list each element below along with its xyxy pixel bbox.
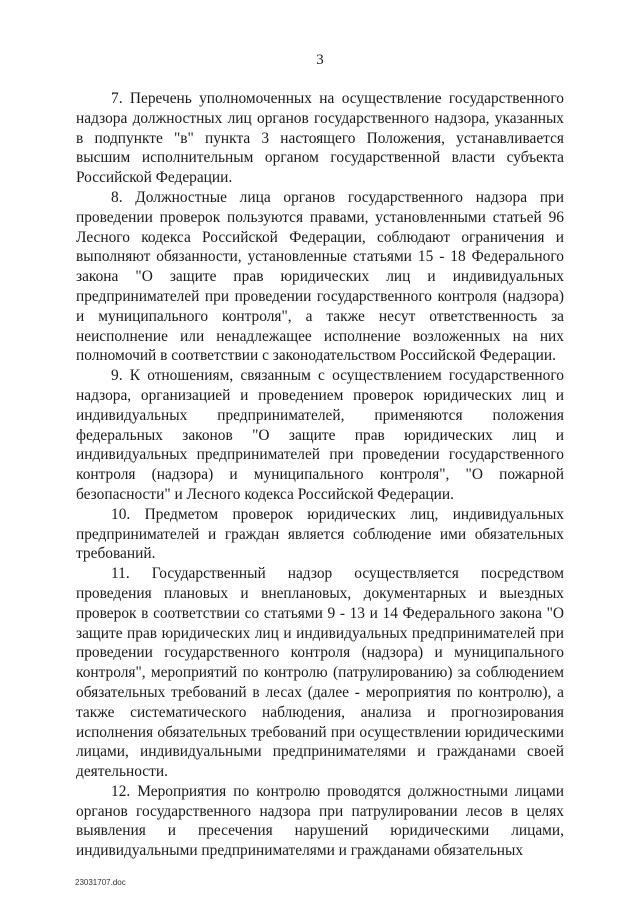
footer-document-code: 23031707.doc — [75, 878, 126, 887]
document-body — [76, 89, 564, 861]
paragraph-7: 7. Перечень уполномоченных на осуществление государственного надзора должностных лиц органов государственного надзора, указанных в подпункте "в" пункта 3 настоящего Положения, устанавливается высшим исполнительным органом государственной власти субъекта Российской Федерации. — [76, 90, 564, 187]
paragraph-8: 8. Должностные лица органов государственного надзора при проведении проверок пользуются правами, установленными статьей 96 Лесного кодекса Российской Федерации, соблюдают ограничения и выполняют обязанности, установленные статьями 15 - 18 Федерального закона "О защите прав юридических лиц и индивидуальных предпринимателей при проведении государственного контроля (надзора) и муниципального контроля", а также несут ответственность за неисполнение или ненадлежащее исполнение возложенных на них полномочий в соответствии с законодательством Российской Федерации. — [76, 188, 564, 365]
paragraph-11: 11. Государственный надзор осуществляется посредством проведения плановых и внеплановых, документарных и выездных проверок в соответствии со статьями 9 - 13 и 14 Федерального закона "О защите прав юридических лиц и индивидуальных предпринимателей при проведении государственного контроля (надзора) и муниципального контроля", мероприятий по контролю (патрулированию) за соблюдением обязательных требований в лесах (далее - мероприятия по контролю), а также систематического наблюдения, анализа и прогнозирования исполнения обязательных требований при осуществлении юридическими лицами, индивидуальными предпринимателями и гражданами своей деятельности. — [76, 565, 564, 781]
page-number: 3 — [316, 52, 324, 68]
paragraph-10: 10. Предметом проверок юридических лиц, индивидуальных предпринимателей и граждан является соблюдение ими обязательных требований. — [76, 505, 564, 563]
paragraph-9: 9. К отношениям, связанным с осуществлением государственного надзора, организацией и проведением проверок юридических лиц и индивидуальных предпринимателей, применяются положения федеральных законов "О защите прав юридических лиц и индивидуальных предпринимателей при проведении государственного контроля (надзора) и муниципального контроля", "О пожарной безопасности" и Лесного кодекса Российской Федерации. — [76, 367, 564, 503]
paragraph-12: 12. Мероприятия по контролю проводятся должностными лицами органов государственного надзора при патрулировании лесов в целях выявления и пресечения нарушений юридическими лицами, индивидуальными предпринимателями и гражданами обязательных — [76, 782, 564, 860]
